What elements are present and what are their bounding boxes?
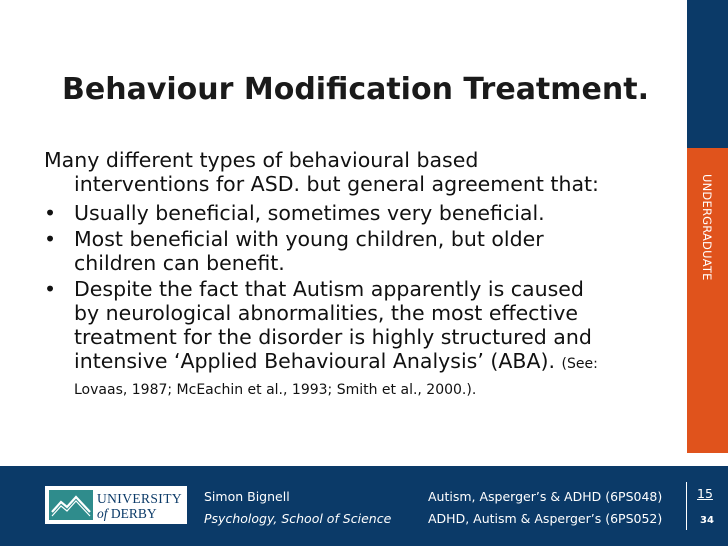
side-band-top <box>687 0 728 148</box>
bullet-text: Usually beneficial, sometimes very beneficial. <box>74 201 545 225</box>
intro-line-1: Many different types of behavioural based <box>44 148 479 172</box>
intro-paragraph <box>44 148 644 196</box>
footer-course-block <box>428 486 662 530</box>
course-title-1: Autism, Asperger’s & ADHD (6PS048) <box>428 489 663 504</box>
bullet-text: Despite the fact that Autism apparently is caused <box>74 277 584 301</box>
logo-derby-text: of DERBY <box>97 506 157 521</box>
side-label-container <box>687 148 728 453</box>
footer-divider <box>686 482 687 530</box>
bullet-glyph: • <box>44 227 57 251</box>
bullet-item <box>44 201 644 225</box>
slide-title: Behaviour Modification Treatment. <box>62 72 649 107</box>
footer-bar <box>0 466 728 546</box>
slide-body <box>44 148 644 405</box>
footer-author-block <box>204 486 391 530</box>
citation-open: (See: <box>561 356 598 372</box>
bullet-text: treatment for the disorder is highly structured and <box>74 325 592 349</box>
author-name: Simon Bignell <box>204 489 290 504</box>
mountain-logo-icon <box>49 490 93 520</box>
side-label: UNDERGRADUATE <box>700 174 714 281</box>
bullet-text: Most beneficial with young children, but older <box>74 227 544 251</box>
intro-line-2: interventions for ASD. but general agreement that: <box>74 172 599 196</box>
citation-references: Lovaas, 1987; McEachin et al., 1993; Smith et al., 2000.). <box>74 382 477 398</box>
bullet-glyph: • <box>44 201 57 225</box>
course-title-2: ADHD, Autism & Asperger’s (6PS052) <box>428 511 663 526</box>
bullet-item <box>44 227 644 275</box>
logo-university-text: UNIVERSITY <box>97 491 182 506</box>
author-department: Psychology, School of Science <box>204 511 392 526</box>
page-number-link[interactable]: 15 <box>697 486 713 501</box>
bullet-item <box>44 277 644 401</box>
slide-number: 34 <box>700 515 714 526</box>
bullet-text: by neurological abnormalities, the most effective <box>74 301 578 325</box>
bullet-text: intensive ‘Applied Behavioural Analysis’ (ABA). <box>74 349 555 373</box>
bullet-glyph: • <box>44 277 57 301</box>
bullet-text: children can benefit. <box>74 251 285 275</box>
university-logo <box>45 486 187 524</box>
